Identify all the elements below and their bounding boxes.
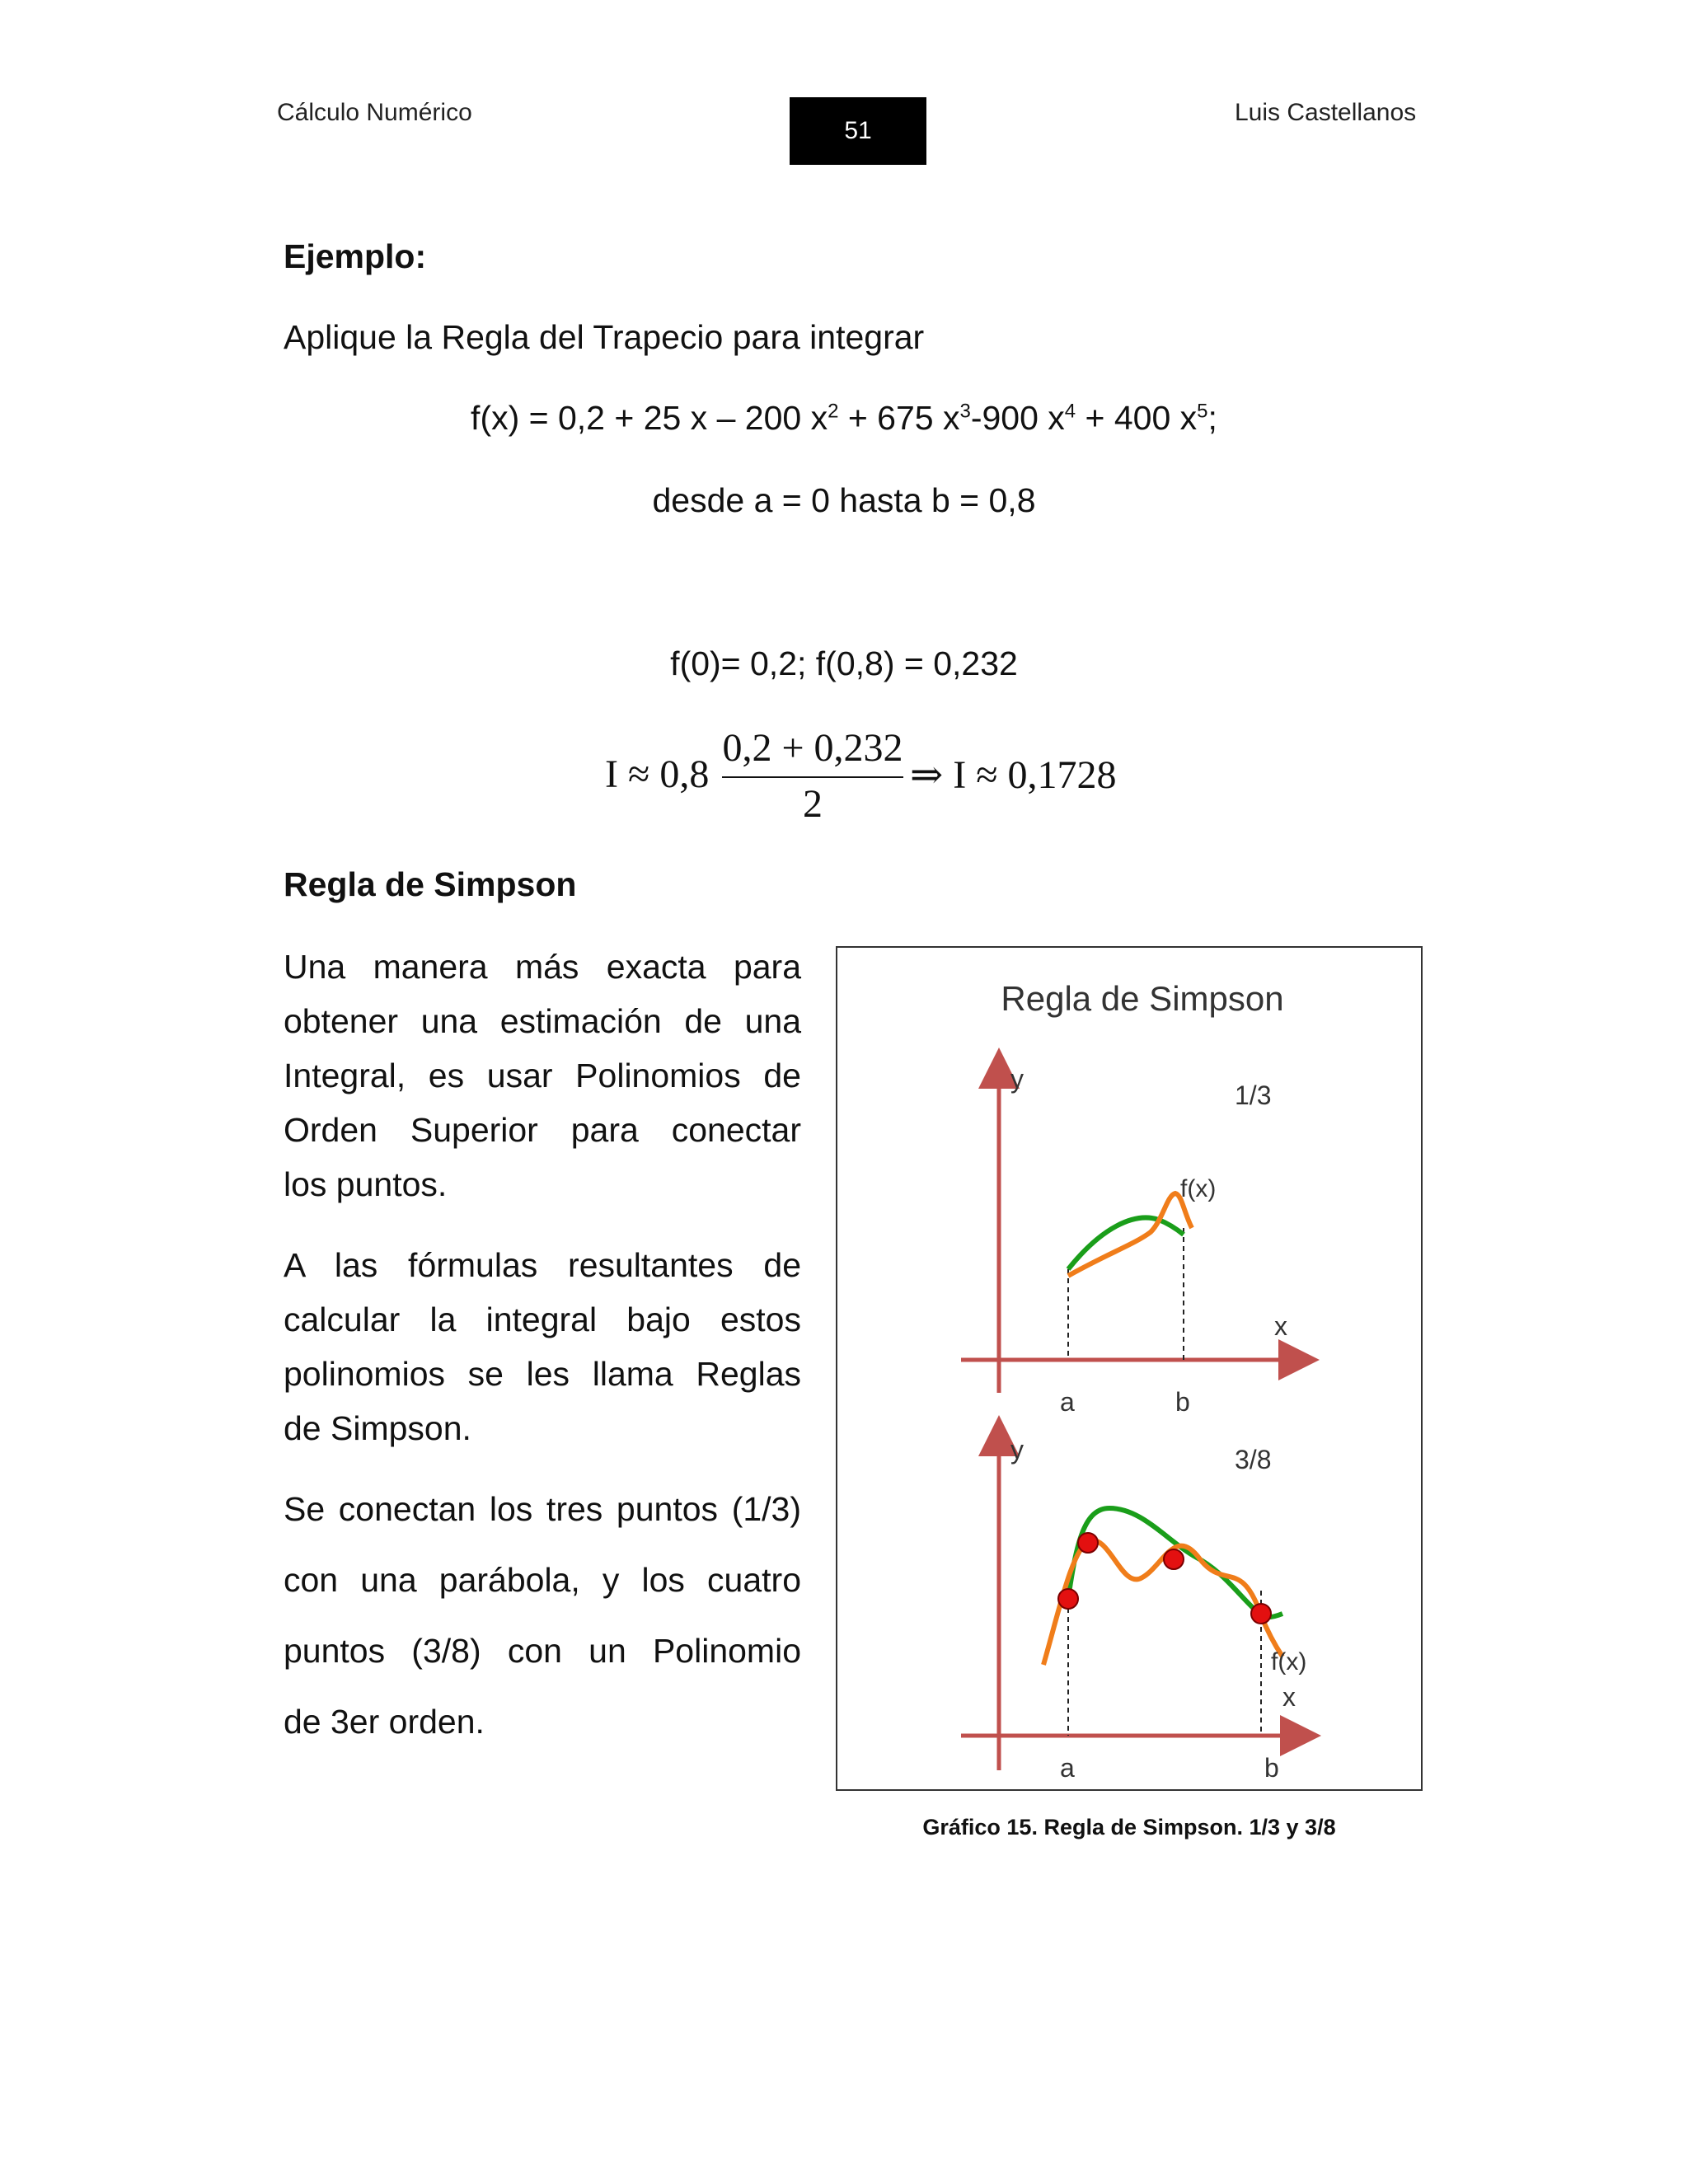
- a-label: a: [1060, 1387, 1075, 1417]
- point-3: [1164, 1549, 1184, 1569]
- point-2: [1078, 1533, 1098, 1553]
- integration-limits: desde a = 0 hasta b = 0,8: [652, 481, 1036, 519]
- integral-rhs: ⇒ I ≈ 0,1728: [910, 753, 1117, 797]
- figure-title: Regla de Simpson: [1001, 979, 1284, 1018]
- function-values: f(0)= 0,2; f(0,8) = 0,232: [670, 644, 1018, 682]
- exponent: 3: [959, 400, 971, 423]
- paragraph-line: calcular la integral bajo estos: [284, 1301, 801, 1338]
- exponent: 2: [828, 400, 839, 423]
- diagram-one-third: [961, 1064, 1299, 1417]
- diagram-three-eighths: [961, 1435, 1306, 1783]
- paragraph-line: Integral, es usar Polinomios de: [284, 1057, 801, 1094]
- example-heading: Ejemplo:: [284, 237, 427, 275]
- parabola-curve: [1068, 1218, 1184, 1270]
- figure-frame: [836, 946, 1423, 1791]
- exponent: 4: [1064, 400, 1076, 423]
- example-instruction: Aplique la Regla del Trapecio para integrar: [284, 318, 925, 356]
- paragraph-line: Orden Superior para conectar: [284, 1111, 801, 1149]
- header-left: Cálculo Numérico: [277, 99, 472, 126]
- x-axis-label: x: [1274, 1311, 1287, 1341]
- b-label: b: [1264, 1753, 1279, 1783]
- rule-label: 1/3: [1235, 1080, 1272, 1110]
- paragraph-line: de Simpson.: [284, 1409, 471, 1447]
- formula-part: f(x) = 0,2 + 25 x – 200 x: [471, 399, 828, 437]
- function-label: f(x): [1180, 1175, 1217, 1202]
- paragraph-line: con una parábola, y los cuatro: [284, 1561, 801, 1599]
- simpson-diagram: [837, 948, 1421, 1789]
- paragraph-line: puntos (3/8) con un Polinomio: [284, 1632, 801, 1670]
- paragraph-line: polinomios se les llama Reglas: [284, 1355, 801, 1393]
- integral-lhs: I ≈ 0,8: [605, 752, 710, 796]
- function-formula: [0, 399, 1688, 438]
- page-number: 51: [790, 97, 926, 165]
- formula-part: ;: [1207, 399, 1217, 437]
- point-1: [1058, 1589, 1078, 1609]
- function-label: f(x): [1271, 1648, 1307, 1675]
- y-axis-label: y: [1010, 1064, 1024, 1094]
- paragraph-line: de 3er orden.: [284, 1703, 485, 1741]
- a-label: a: [1060, 1753, 1075, 1783]
- function-curve: [1068, 1193, 1192, 1276]
- x-axis-label: x: [1282, 1682, 1296, 1712]
- point-4: [1251, 1604, 1271, 1624]
- y-axis-label: y: [1010, 1435, 1024, 1465]
- paragraph-line: obtener una estimación de una: [284, 1002, 801, 1040]
- simpson-heading: Regla de Simpson: [284, 865, 577, 903]
- formula-part: -900 x: [970, 399, 1065, 437]
- formula-part: + 400 x: [1076, 399, 1198, 437]
- paragraph-line: Una manera más exacta para: [284, 948, 801, 986]
- paragraph-line: A las fórmulas resultantes de: [284, 1246, 801, 1284]
- paragraph-line: los puntos.: [284, 1165, 448, 1203]
- fraction-numerator: 0,2 + 0,232: [722, 726, 903, 770]
- b-label: b: [1175, 1387, 1190, 1417]
- fraction-denominator: 2: [803, 782, 823, 826]
- exponent: 5: [1197, 400, 1208, 423]
- rule-label: 3/8: [1235, 1445, 1272, 1474]
- formula-part: + 675 x: [838, 399, 960, 437]
- header-right: Luis Castellanos: [1235, 99, 1417, 126]
- fraction-bar: [722, 776, 903, 778]
- figure-caption: Gráfico 15. Regla de Simpson. 1/3 y 3/8: [922, 1815, 1336, 1840]
- paragraph-line: Se conectan los tres puntos (1/3): [284, 1490, 801, 1528]
